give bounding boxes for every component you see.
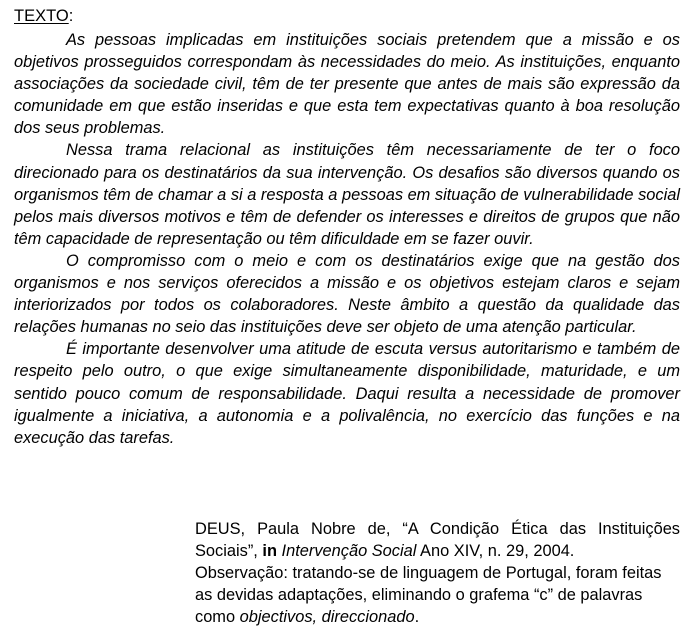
citation-reference: [195, 518, 680, 562]
paragraph-2: Nessa trama relacional as instituições têm necessariamente de ter o foco direcionado para os destinatários da sua intervenção. Os desafios são diversos quando os organismos têm de chamar a si a resposta a pessoas em situação de vulnerabilidade social pelos mais diversos motivos e têm de defender os interesses e direitos de grupos que não têm capacidade de representação ou têm dificuldade em se fazer ouvir.: [14, 141, 680, 248]
citation-note-text: Observação: tratando-se de linguagem de Portugal, foram feitas as devidas adaptações, eliminando o grafema “c” de palavras como: [195, 564, 662, 627]
citation-author-title: DEUS, Paula Nobre de, “A Condição Ética das Instituições Sociais”,: [195, 520, 680, 561]
citation-volume-year: Ano XIV, n. 29, 2004.: [416, 542, 575, 561]
citation-in-keyword: in: [262, 542, 277, 561]
page-title-colon: :: [68, 7, 74, 25]
page-title-underlined: TEXTO: [14, 7, 69, 25]
body-text: [14, 29, 680, 449]
citation-note-examples: objectivos, direccionado: [239, 608, 415, 627]
page-title: [14, 6, 73, 27]
paragraph-4: É importante desenvolver uma atitude de escuta versus autoritarismo e também de respeito pelo outro, o que exige simultaneamente disponibilidade, maturidade, e um sentido pouco comum de responsabilidade. Daqui resulta a necessidade de promover igualmente a iniciativa, a autonomia e a polivalência, no exercício das funções e na execução das tarefas.: [14, 340, 680, 447]
citation-note: [195, 562, 680, 628]
citation-journal-name: Intervenção Social: [276, 542, 417, 561]
paragraph-1: As pessoas implicadas em instituições sociais pretendem que a missão e os objetivos prosseguidos correspondam às necessidades do meio. As instituições, enquanto associações da sociedade civil, têm de ter presente que antes de mais são expressão da comunidade em que estão inseridas e que esta tem expectativas quanto à boa resolução dos seus problemas.: [14, 31, 680, 138]
citation-note-period: .: [414, 608, 420, 627]
source-citation: [195, 518, 680, 628]
paragraph-3: O compromisso com o meio e com os destinatários exige que na gestão dos organismos e nos serviços oferecidos a missão e os objetivos estejam claros e sejam interiorizados por todos os colaboradores. Neste âmbito a questão da qualidade das relações humanas no seio das instituições deve ser objeto de uma atenção particular.: [14, 251, 680, 337]
